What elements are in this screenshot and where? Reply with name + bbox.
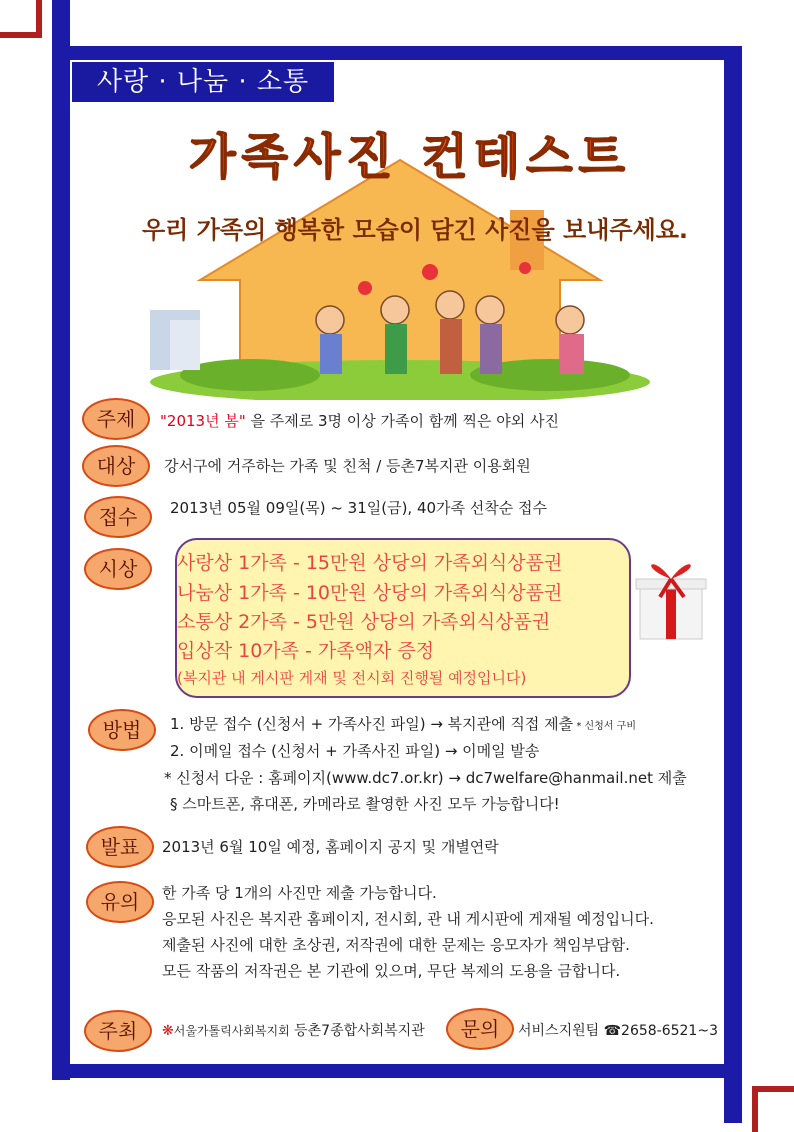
awards-note: (복지관 내 게시판 게재 및 전시회 진행될 예정입니다) (177, 669, 527, 687)
notice-line: 한 가족 당 1개의 사진만 제출 가능합니다. (162, 884, 437, 902)
host-org-1: 서울가톨릭사회복지회 (173, 1024, 290, 1038)
page-title: 가족사진 컨테스트 (189, 129, 631, 185)
slogan-banner: 사랑 · 나눔 · 소통 (72, 62, 334, 102)
notice-line: 제출된 사진에 대한 초상권, 저작권에 대한 문제는 응모자가 책임부담함. (162, 936, 630, 954)
notice-line: 응모된 사진은 복지관 홈페이지, 전시회, 관 내 게시판에 게재될 예정입니다. (162, 910, 654, 928)
notice-line: 모든 작품의 저작권은 본 기관에 있으며, 무단 복제의 도용을 금합니다. (162, 962, 621, 980)
label-host: 주최 (84, 1010, 152, 1052)
label-method: 방법 (88, 709, 156, 751)
award-line: 소통상 2가족 - 5만원 상당의 가족외식상품권 (177, 611, 551, 633)
family-house-illustration (130, 150, 670, 400)
corner-accent-bottom (752, 1086, 794, 1132)
method-line-1-text: 1. 방문 접수 (신청서 + 가족사진 파일) → 복지관에 직접 제출 (170, 715, 574, 733)
award-line: 입상작 10가족 - 가족액자 증정 (177, 640, 435, 662)
receipt-text: 2013년 05월 09일(목) ~ 31일(금), 40가족 선착순 접수 (170, 499, 548, 517)
label-contact: 문의 (446, 1008, 514, 1050)
topic-text (160, 410, 559, 431)
topic-body: 을 주제로 3명 이상 가족이 함께 찍은 야외 사진 (245, 412, 560, 430)
announce-text: 2013년 6월 10일 예정, 홈페이지 공지 및 개별연락 (162, 838, 499, 856)
label-notice: 유의 (86, 881, 154, 923)
method-line-1-note: * 신청서 구비 (573, 721, 636, 732)
page-subtitle: 우리 가족의 행복한 모습이 담긴 사진을 보내주세요. (141, 216, 689, 244)
method-line-2: 2. 이메일 접수 (신청서 + 가족사진 파일) → 이메일 발송 (170, 742, 540, 760)
label-announce: 발표 (86, 826, 154, 868)
frame-top (52, 46, 742, 60)
host-logo-icon: ❋ (162, 1023, 174, 1039)
frame-bottom (52, 1064, 742, 1078)
host-org-2: 등촌7종합사회복지관 (294, 1023, 425, 1039)
label-awards: 시상 (84, 548, 152, 590)
contact-text: 서비스지원팀 ☎2658-6521~3 (518, 1023, 718, 1039)
frame-right (724, 46, 742, 1123)
corner-accent-top (0, 0, 42, 38)
method-line-1 (170, 713, 636, 734)
method-line-3: * 신청서 다운 : 홈페이지(www.dc7.or.kr) → dc7welfare@hanmail.net 제출 (164, 769, 687, 787)
method-line-4: § 스마트폰, 휴대폰, 카메라로 촬영한 사진 모두 가능합니다! (170, 795, 560, 813)
topic-quote: "2013년 봄" (160, 412, 246, 430)
label-receipt: 접수 (84, 496, 152, 538)
frame-left (52, 0, 70, 1080)
label-topic: 주제 (82, 398, 150, 440)
award-line: 사랑상 1가족 - 15만원 상당의 가족외식상품권 (177, 552, 563, 574)
host-text (162, 1020, 425, 1040)
award-line: 나눔상 1가족 - 10만원 상당의 가족외식상품권 (177, 582, 563, 604)
label-target: 대상 (82, 445, 150, 487)
gift-box-icon (632, 553, 710, 641)
target-text: 강서구에 거주하는 가족 및 친척 / 등촌7복지관 이용회원 (164, 457, 531, 475)
